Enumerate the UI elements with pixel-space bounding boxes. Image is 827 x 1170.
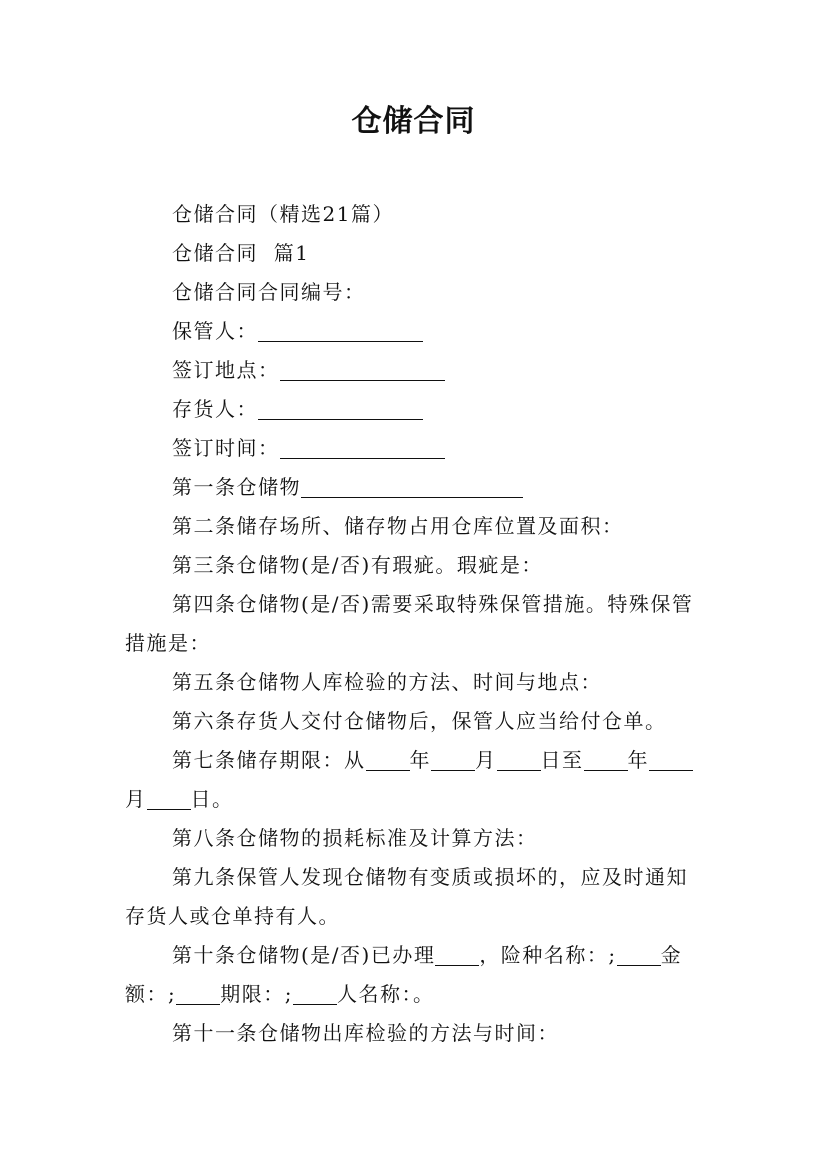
insurer-name-label: 人名称：。 bbox=[337, 982, 435, 1006]
insurance-type-label: ，险种名称：; bbox=[479, 943, 617, 967]
insurance-term-label: 期限：; bbox=[220, 982, 293, 1006]
end-day-blank bbox=[147, 787, 191, 810]
line-section-heading: 仓储合同 篇1 bbox=[172, 241, 310, 265]
article-7-prefix: 第七条储存期限：从 bbox=[172, 748, 366, 772]
line-custodian bbox=[125, 312, 705, 351]
start-day-label: 日至 bbox=[540, 748, 584, 772]
end-month-label: 月 bbox=[125, 787, 147, 811]
start-year-blank bbox=[366, 748, 410, 771]
sign-time-blank bbox=[280, 436, 445, 459]
line-subtitle: 仓储合同（精选21篇） bbox=[172, 202, 394, 226]
sign-place-label: 签订地点： bbox=[172, 358, 280, 382]
article-1-blank bbox=[301, 475, 523, 498]
line-article-4: 第四条仓储物(是/否)需要采取特殊保管措施。特殊保管措施是： bbox=[125, 592, 694, 655]
sign-time-label: 签订时间： bbox=[172, 436, 280, 460]
start-day-blank bbox=[497, 748, 541, 771]
insurance-term-blank bbox=[293, 982, 337, 1005]
line-sign-place bbox=[125, 351, 705, 390]
article-1-text: 第一条仓储物 bbox=[172, 475, 301, 499]
insurance-type-blank bbox=[617, 943, 661, 966]
line-article-6: 第六条存货人交付仓储物后，保管人应当给付仓单。 bbox=[172, 709, 667, 733]
depositor-label: 存货人： bbox=[172, 397, 258, 421]
document-title: 仓储合同 bbox=[351, 104, 476, 139]
start-month-blank bbox=[431, 748, 475, 771]
insurance-amount-label: 金额：; bbox=[125, 943, 683, 1006]
line-article-5: 第五条仓储物人库检验的方法、时间与地点： bbox=[172, 670, 602, 694]
line-article-11: 第十一条仓储物出库检验的方法与时间： bbox=[172, 1021, 559, 1045]
line-article-8: 第八条仓储物的损耗标准及计算方法： bbox=[172, 826, 538, 850]
depositor-blank bbox=[258, 397, 423, 420]
line-article-10 bbox=[125, 936, 705, 1014]
sign-place-blank bbox=[280, 358, 445, 381]
end-year-blank bbox=[584, 748, 628, 771]
line-article-2: 第二条储存场所、储存物占用仓库位置及面积： bbox=[172, 514, 624, 538]
line-contract-number: 仓储合同合同编号： bbox=[172, 280, 366, 304]
line-sign-time bbox=[125, 429, 705, 468]
insurance-blank bbox=[435, 943, 479, 966]
custodian-blank bbox=[258, 319, 423, 342]
article-10-prefix: 第十条仓储物(是/否)已办理 bbox=[172, 943, 436, 967]
line-depositor bbox=[125, 390, 705, 429]
line-article-9: 第九条保管人发现仓储物有变质或损坏的，应及时通知存货人或仓单持有人。 bbox=[125, 865, 688, 928]
start-year-label: 年 bbox=[409, 748, 431, 772]
line-article-3: 第三条仓储物(是/否)有瑕疵。瑕疵是： bbox=[172, 553, 543, 577]
custodian-label: 保管人： bbox=[172, 319, 258, 343]
end-day-label: 日。 bbox=[190, 787, 234, 811]
insurance-amount-blank bbox=[176, 982, 220, 1005]
start-month-label: 月 bbox=[475, 748, 497, 772]
line-article-7 bbox=[125, 741, 705, 819]
line-article-1 bbox=[125, 468, 705, 507]
end-month-blank bbox=[649, 748, 693, 771]
document-body bbox=[125, 195, 705, 1053]
end-year-label: 年 bbox=[627, 748, 649, 772]
